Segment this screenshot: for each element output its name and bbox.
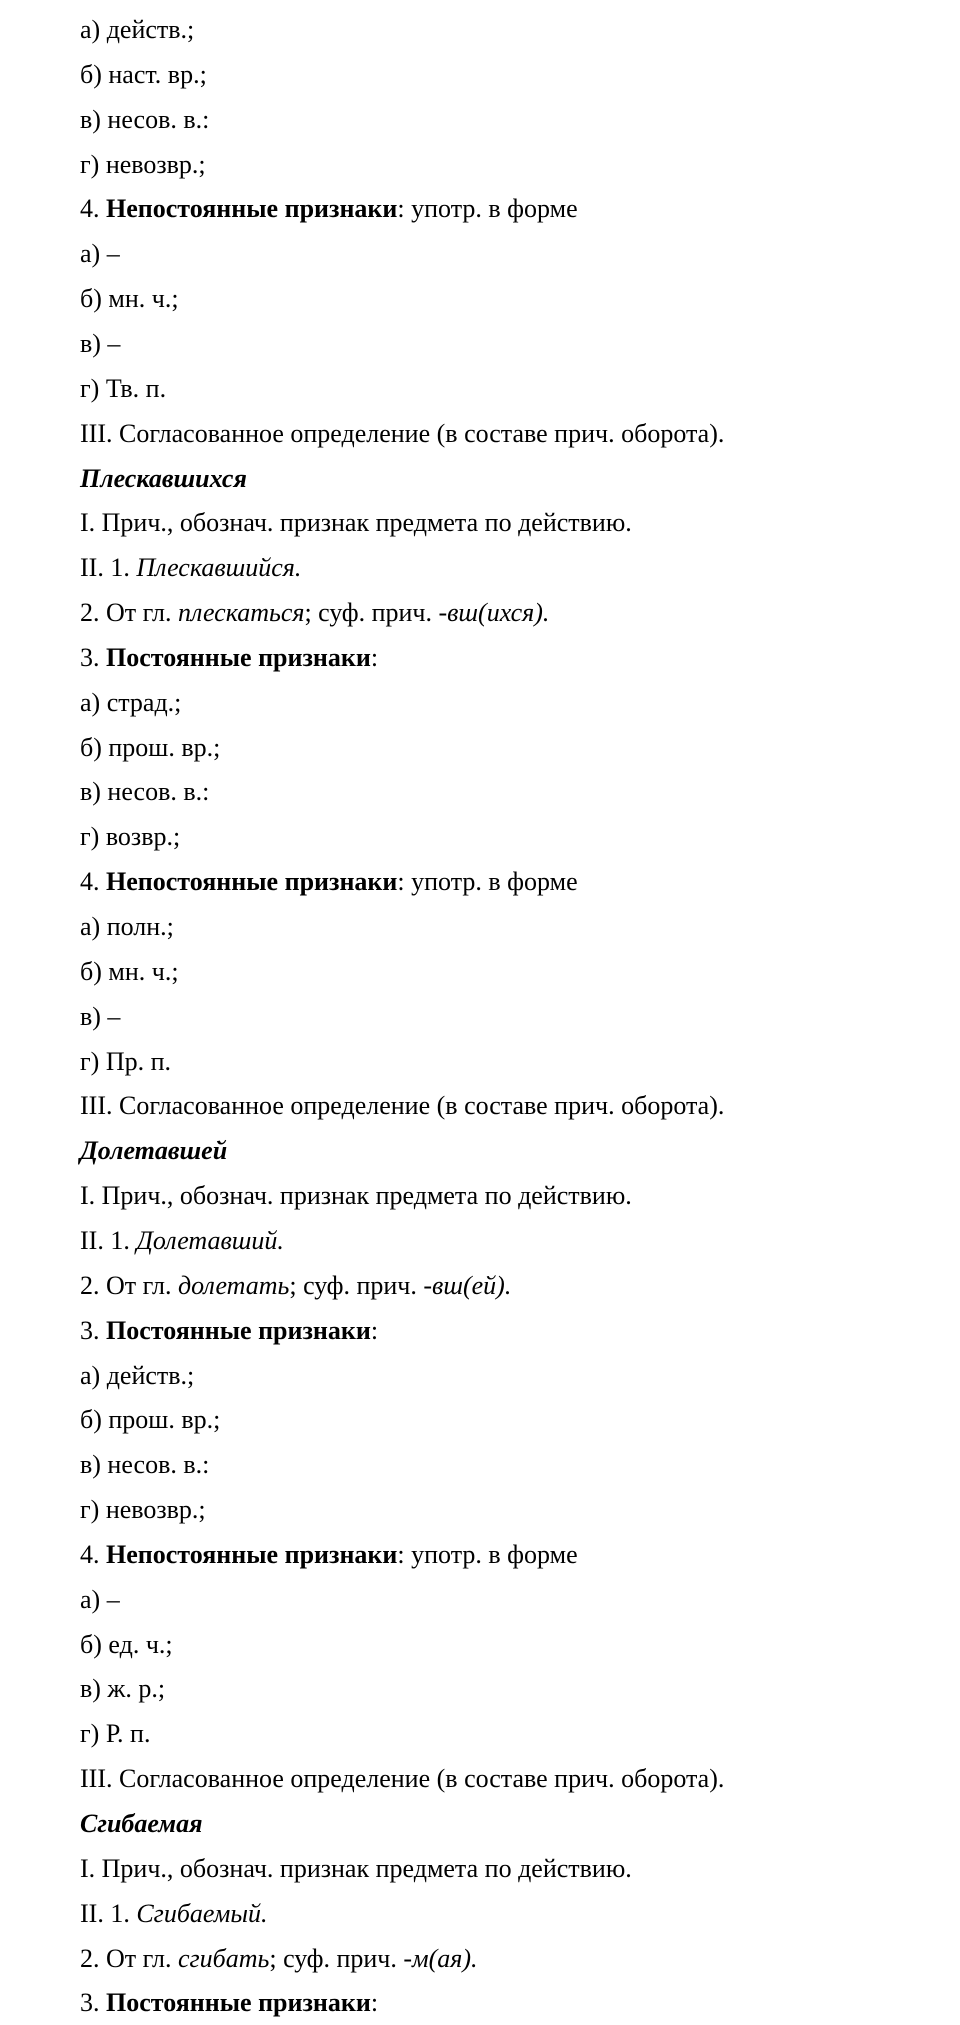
word-heading (80, 1802, 202, 1846)
section-label: Непостоянные признаки (106, 867, 398, 897)
origin-line (80, 1937, 478, 1981)
text-line (80, 815, 180, 859)
section-number: 3. (80, 1988, 106, 2018)
text-line (80, 232, 120, 276)
text-line (80, 1488, 206, 1532)
line-text: а) – (80, 239, 120, 269)
line-text: III. Согласованное определение (в составе прич. оборота). (80, 418, 725, 448)
line-text: в) несов. в.: (80, 104, 210, 134)
text-line (80, 143, 206, 187)
line-text: б) ед. ч.; (80, 1629, 173, 1659)
text-line (80, 950, 179, 994)
text-line (80, 8, 194, 52)
section-label: Непостоянные признаки (106, 194, 398, 224)
text-line (80, 726, 220, 770)
line-text: а) – (80, 1584, 120, 1614)
text-line (80, 1084, 724, 1128)
text-line (80, 1443, 209, 1487)
text-line (80, 1667, 165, 1711)
word-heading (80, 457, 247, 501)
line-text: б) прош. вр.; (80, 1405, 221, 1435)
section-line (80, 1981, 378, 2025)
section-tail: : употр. в форме (397, 1539, 578, 1569)
section-line (80, 187, 578, 231)
text-line (80, 277, 179, 321)
line-prefix: II. 1. (80, 553, 137, 583)
word-heading (80, 1129, 227, 1173)
section-number: 3. (80, 1315, 106, 1345)
line-middle: ; суф. прич. - (269, 1943, 413, 1973)
text-line (80, 1757, 724, 1801)
line-text: б) мн. ч.; (80, 956, 179, 986)
line-text: г) Р. п. (80, 1719, 151, 1749)
text-line (80, 1174, 632, 1218)
line-text: б) мн. ч.; (80, 284, 179, 314)
line-text: I. Прич., обознач. признак предмета по действию. (80, 1853, 632, 1883)
section-line (80, 636, 378, 680)
line-prefix: II. 1. (80, 1898, 137, 1928)
line-text: III. Согласованное определение (в составе прич. оборота). (80, 1091, 725, 1121)
line-middle: ; суф. прич. - (304, 598, 448, 628)
line-text: в) несов. в.: (80, 777, 210, 807)
section-tail: : употр. в форме (397, 194, 578, 224)
text-line (80, 1578, 120, 1622)
line-text: б) наст. вр.; (80, 59, 207, 89)
line-prefix: 2. От гл. (80, 598, 178, 628)
line-text: а) полн.; (80, 912, 174, 941)
line-text: в) – (80, 328, 121, 358)
line-text: г) невозвр.; (80, 1495, 206, 1525)
heading-text: Сгибаемая (80, 1809, 203, 1838)
source-verb: долетать (177, 1270, 290, 1300)
line-text: г) невозвр.; (80, 149, 206, 179)
text-line (80, 1712, 150, 1756)
source-verb: сгибать (177, 1943, 270, 1973)
text-line (80, 905, 174, 949)
section-tail: : (370, 1988, 379, 2018)
text-line (80, 995, 120, 1039)
section-number: 3. (80, 642, 106, 672)
section-line (80, 1309, 378, 1353)
line-prefix: II. 1. (80, 1225, 137, 1255)
text-line (80, 1623, 173, 1667)
line-text: в) несов. в.: (80, 1450, 210, 1480)
line-text: б) прош. вр.; (80, 732, 221, 762)
text-line (80, 1847, 632, 1891)
initial-form-word: Сгибаемый. (136, 1898, 268, 1928)
origin-line (80, 1264, 511, 1308)
suffix-text: вш(ихся). (447, 598, 550, 628)
line-text: г) Пр. п. (80, 1046, 172, 1076)
section-line (80, 1533, 578, 1577)
initial-form-line (80, 1892, 267, 1936)
text-line (80, 681, 181, 725)
line-text: г) возвр.; (80, 822, 181, 852)
text-line (80, 53, 207, 97)
section-tail: : (370, 1315, 379, 1345)
text-line (80, 501, 632, 545)
line-text: III. Согласованное определение (в составе прич. оборота). (80, 1764, 725, 1794)
heading-text: Долетавшей (80, 1136, 228, 1166)
line-text: I. Прич., обознач. признак предмета по действию. (80, 1181, 632, 1211)
section-label: Непостоянные признаки (106, 1539, 398, 1569)
source-verb: плескаться (177, 598, 305, 628)
section-number: 4. (80, 194, 106, 224)
section-line (80, 860, 578, 904)
text-line (80, 770, 209, 814)
line-text: в) ж. р.; (80, 1674, 166, 1704)
text-line (80, 98, 209, 142)
initial-form-line (80, 546, 301, 590)
text-line (80, 1398, 220, 1442)
origin-line (80, 591, 549, 635)
section-label: Постоянные признаки (106, 1988, 371, 2018)
text-line (80, 412, 724, 456)
section-tail: : употр. в форме (397, 867, 578, 897)
initial-form-word: Долетавший. (136, 1225, 284, 1255)
line-text: г) Тв. п. (80, 373, 167, 403)
text-line (80, 1354, 194, 1398)
initial-form-word: Плескавшийся. (136, 553, 302, 583)
line-prefix: 2. От гл. (80, 1270, 178, 1300)
suffix-text: вш(ей). (432, 1270, 512, 1300)
line-text: а) действ.; (80, 15, 195, 44)
line-prefix: 2. От гл. (80, 1943, 178, 1973)
section-number: 4. (80, 1539, 106, 1569)
section-tail: : (370, 642, 379, 672)
text-line (80, 1040, 171, 1084)
initial-form-line (80, 1219, 284, 1263)
section-label: Постоянные признаки (106, 1315, 371, 1345)
line-text: I. Прич., обознач. признак предмета по действию. (80, 508, 632, 538)
line-text: в) – (80, 1001, 121, 1031)
line-text: а) действ.; (80, 1360, 195, 1390)
heading-text: Плескавшихся (80, 463, 247, 493)
text-line (80, 367, 166, 411)
section-number: 4. (80, 867, 106, 897)
section-label: Постоянные признаки (106, 642, 371, 672)
line-middle: ; суф. прич. - (289, 1270, 433, 1300)
text-line (80, 322, 120, 366)
line-text: а) страд.; (80, 687, 182, 717)
suffix-text: м(ая). (412, 1943, 478, 1973)
